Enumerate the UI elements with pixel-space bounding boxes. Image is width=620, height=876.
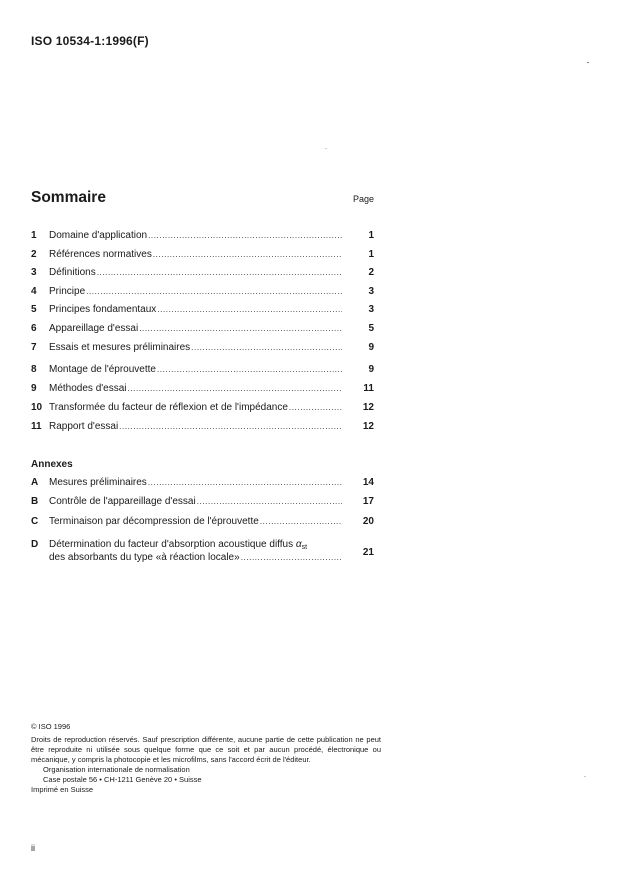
toc-entry-page: 11 [363,383,374,394]
scan-speck [325,148,327,149]
toc-entry-page: 2 [368,267,374,278]
toc-entry-page: 1 [368,249,374,260]
toc-entry-page: 9 [368,342,374,353]
organization-address: Case postale 56 • CH-1211 Genève 20 • Suisse [43,775,202,784]
toc-entry-title: Montage de l'éprouvette [49,364,156,375]
annex-entry-page: 17 [362,496,374,507]
toc-entry-title: Essais et mesures préliminaires [49,342,191,353]
toc-entry-number: 7 [31,342,37,353]
annex-entry[interactable] [31,495,376,509]
toc-entry[interactable] [31,322,376,336]
toc-entry-page: 1 [368,230,374,241]
toc-entry-title: Appareillage d'essai [49,323,139,334]
toc-entry-page: 12 [362,402,374,413]
annex-entry[interactable] [31,476,376,490]
toc-entry[interactable] [31,401,376,415]
toc-entry-title: Définitions [49,267,96,278]
toc-entry[interactable] [31,285,376,299]
toc-entry-title: Domaine d'application [49,230,148,241]
toc-entry[interactable] [31,303,376,317]
annex-entry-letter: C [31,516,39,527]
annex-entry-page: 20 [362,516,374,527]
toc-entry-number: 2 [31,249,37,260]
toc-entry-page: 12 [362,421,374,432]
page-column-label: Page [353,194,375,204]
annex-entry-page: 14 [362,477,374,488]
copyright-line: © ISO 1996 [31,722,71,731]
toc-entry-number: 3 [31,267,37,278]
toc-entry-title: Méthodes d'essai [49,383,127,394]
toc-entry-title: Rapport d'essai [49,421,119,432]
toc-entry[interactable] [31,420,376,434]
toc-entry[interactable] [31,382,376,396]
printed-in: Imprimé en Suisse [31,785,94,794]
toc-entry-title: Principes fondamentaux [49,304,157,315]
toc-entry-page: 3 [368,286,374,297]
toc-entry-number: 5 [31,304,37,315]
toc-entry[interactable] [31,266,376,280]
organization-name: Organisation internationale de normalisation [43,765,190,774]
scan-speck [584,776,586,777]
toc-entry[interactable] [31,341,376,355]
annex-entry-title: Mesures préliminaires [49,477,147,488]
annex-entry-letter: A [31,477,39,488]
toc-entry-number: 4 [31,286,37,297]
annex-entry-letter: B [31,496,39,507]
toc-entry-number: 8 [31,364,37,375]
toc-entry-page: 3 [368,304,374,315]
annex-entry-page: 21 [362,547,374,558]
copyright-notice [31,722,381,795]
toc-entry-number: 10 [31,402,43,413]
toc-entry-title: Principe [49,286,86,297]
toc-entry-title: Transformée du facteur de réflexion et de l'impédance [49,402,288,413]
annex-entry[interactable] [31,515,376,529]
scan-speck [587,62,589,63]
annex-entry-title: Terminaison par décompression de l'éprouvette [49,516,259,527]
toc-entry-page: 5 [368,323,374,334]
contents-title: Sommaire [31,189,106,206]
toc-entry-number: 11 [31,421,42,432]
document-header: ISO 10534-1:1996(F) [31,34,149,48]
annexes-heading: Annexes [31,459,73,470]
page-number: ii [31,843,35,853]
toc-entry-number: 9 [31,383,37,394]
annex-entry-d[interactable] [31,538,376,566]
toc-entry-number: 6 [31,323,37,334]
annex-entry-letter: D [31,539,39,550]
toc-entry-title: Références normatives [49,249,152,260]
toc-entry[interactable] [31,229,376,243]
alpha-symbol: α [295,539,302,550]
toc-entry-number: 1 [31,230,37,241]
toc-entry[interactable] [31,248,376,262]
annex-entry-title-line2: des absorbants du type «à réaction locale» [49,552,240,563]
toc-entry[interactable] [31,363,376,377]
toc-entry-page: 9 [368,364,374,375]
rights-statement: Droits de reproduction réservés. Sauf prescription différente, aucune partie de cette publication ne peut être reproduite ni utilisée sous quelque forme que ce soit et par aucun procédé, électronique ou mécanique, y compris la photocopie et les microfilms, sans l'accord écrit de l'éditeur. [31,735,381,764]
annex-entry-title-line1: Détermination du facteur d'absorption acoustique diffus $\alpha_{st}$ [49,539,308,551]
annex-entry-title: Contrôle de l'appareillage d'essai [49,496,196,507]
alpha-subscript: st [301,544,308,551]
